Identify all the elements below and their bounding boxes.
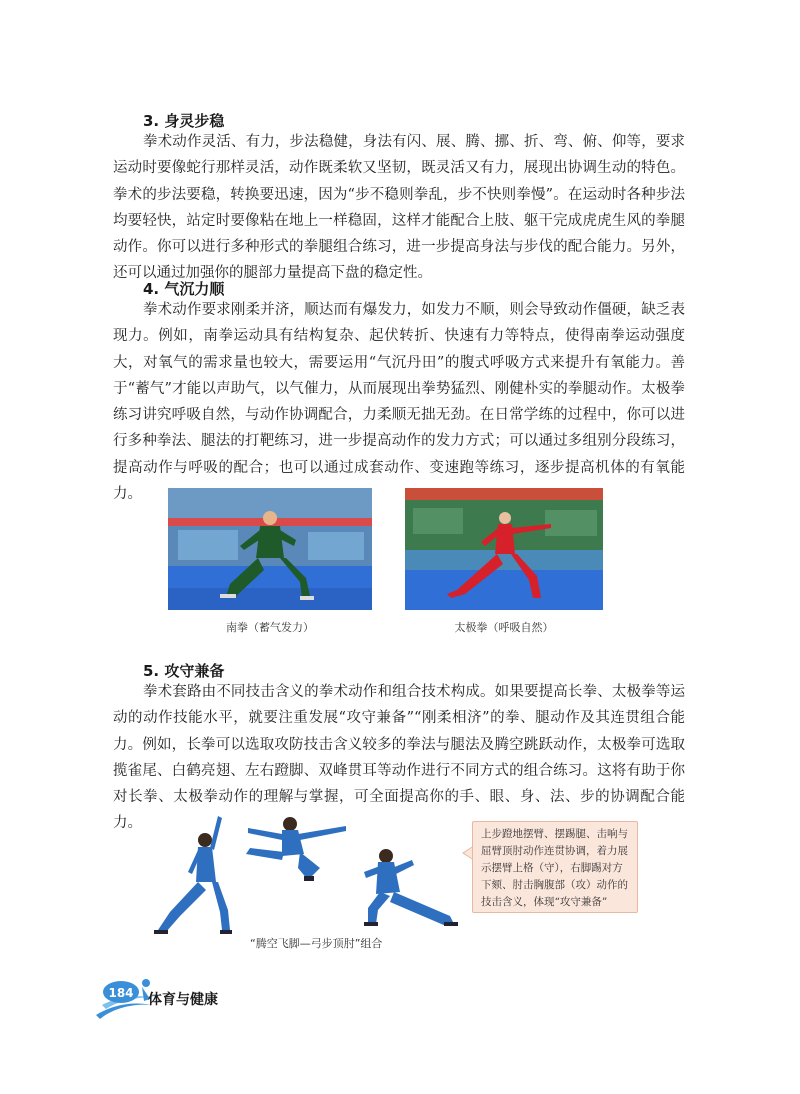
nanquan-image bbox=[168, 488, 372, 610]
section-3-heading: 3. 身灵步稳 bbox=[143, 112, 225, 130]
taijiquan-image bbox=[405, 488, 603, 610]
combo-illustration bbox=[150, 812, 470, 942]
section-3-paragraph: 拳术动作灵活、有力，步法稳健，身法有闪、展、腾、挪、折、弯、俯、仰等，要求运动时要像蛇行那样灵活，动作既柔软又坚韧，既灵活又有力，展现出协调生动的特色。拳术的步法要稳，转换要迅速，因为“步不稳则拳乱，步不快则拳慢”。在运动时各种步法均要轻快，站定时要像粘在地上一样稳固，这样才能配合上肢、躯干完成虎虎生风的拳腿动作。你可以进行多种形式的拳腿组合练习，进一步提高身法与步伐的配合能力。另外，还可以通过加强你的腿部力量提高下盘的稳定性。 bbox=[113, 134, 685, 282]
combo-caption: “腾空飞脚—弓步顶肘”组合 bbox=[250, 937, 383, 950]
figure-3-bow-stance bbox=[364, 849, 458, 926]
figure-1-stance bbox=[154, 816, 232, 934]
section-4-heading: 4. 气沉力顺 bbox=[143, 280, 225, 298]
page-number: 184 bbox=[108, 986, 134, 1000]
section-5-heading: 5. 攻守兼备 bbox=[143, 662, 225, 680]
figure-2-flying-kick bbox=[246, 817, 346, 881]
taijiquan-photo bbox=[405, 488, 603, 610]
taijiquan-caption: 太极拳（呼吸自然） bbox=[454, 621, 554, 634]
book-title: 体育与健康 bbox=[148, 992, 218, 1008]
section-5-paragraph: 拳术套路由不同技击含义的拳术动作和组合技术构成。如果要提高长拳、太极拳等运动的动作技能水平，就要注重发展“攻守兼备”“刚柔相济”的拳、腿动作及其连贯组合能力。例如，长拳可以选取攻防技击含义较多的拳法与腿法及腾空跳跃动作，太极拳可选取揽雀尾、白鹤亮翅、左右蹬脚、双峰贯耳等动作进行不同方式的组合练习。这将有助于你对长拳、太极拳动作的理解与掌握，可全面提高你的手、眼、身、法、步的协调配合能力。 bbox=[113, 684, 685, 832]
nanquan-photo bbox=[168, 488, 372, 610]
nanquan-caption: 南拳（蓄气发力） bbox=[226, 621, 314, 634]
technique-callout: 上步蹬地摆臂、摆踢腿、击响与屈臂顶肘动作连贯协调，着力展示摆臂上格（守），右脚踢对方下颏、肘击胸腹部（攻）动作的技击含义，体现“攻守兼备” bbox=[472, 821, 638, 913]
section-4-paragraph: 拳术动作要求刚柔并济，顺达而有爆发力，如发力不顺，则会导致动作僵硬，缺乏表现力。例如，南拳运动具有结构复杂、起伏转折、快速有力等特点，使得南拳运动强度大，对氧气的需求量也较大，需要运用“气沉丹田”的腹式呼吸方式来提升有氧能力。善于“蓄气”才能以声助气，以气催力，从而展现出拳势猛烈、刚健朴实的拳腿动作。太极拳练习讲究呼吸自然，与动作协调配合，力柔顺无拙无劲。在日常学练的过程中，你可以进行多种拳法、腿法的打靶练习，进一步提高动作的发力方式；可以通过多组别分段练习，提高动作与呼吸的配合；也可以通过成套动作、变速跑等练习，逐步提高机体的有氧能力。 bbox=[113, 302, 685, 503]
